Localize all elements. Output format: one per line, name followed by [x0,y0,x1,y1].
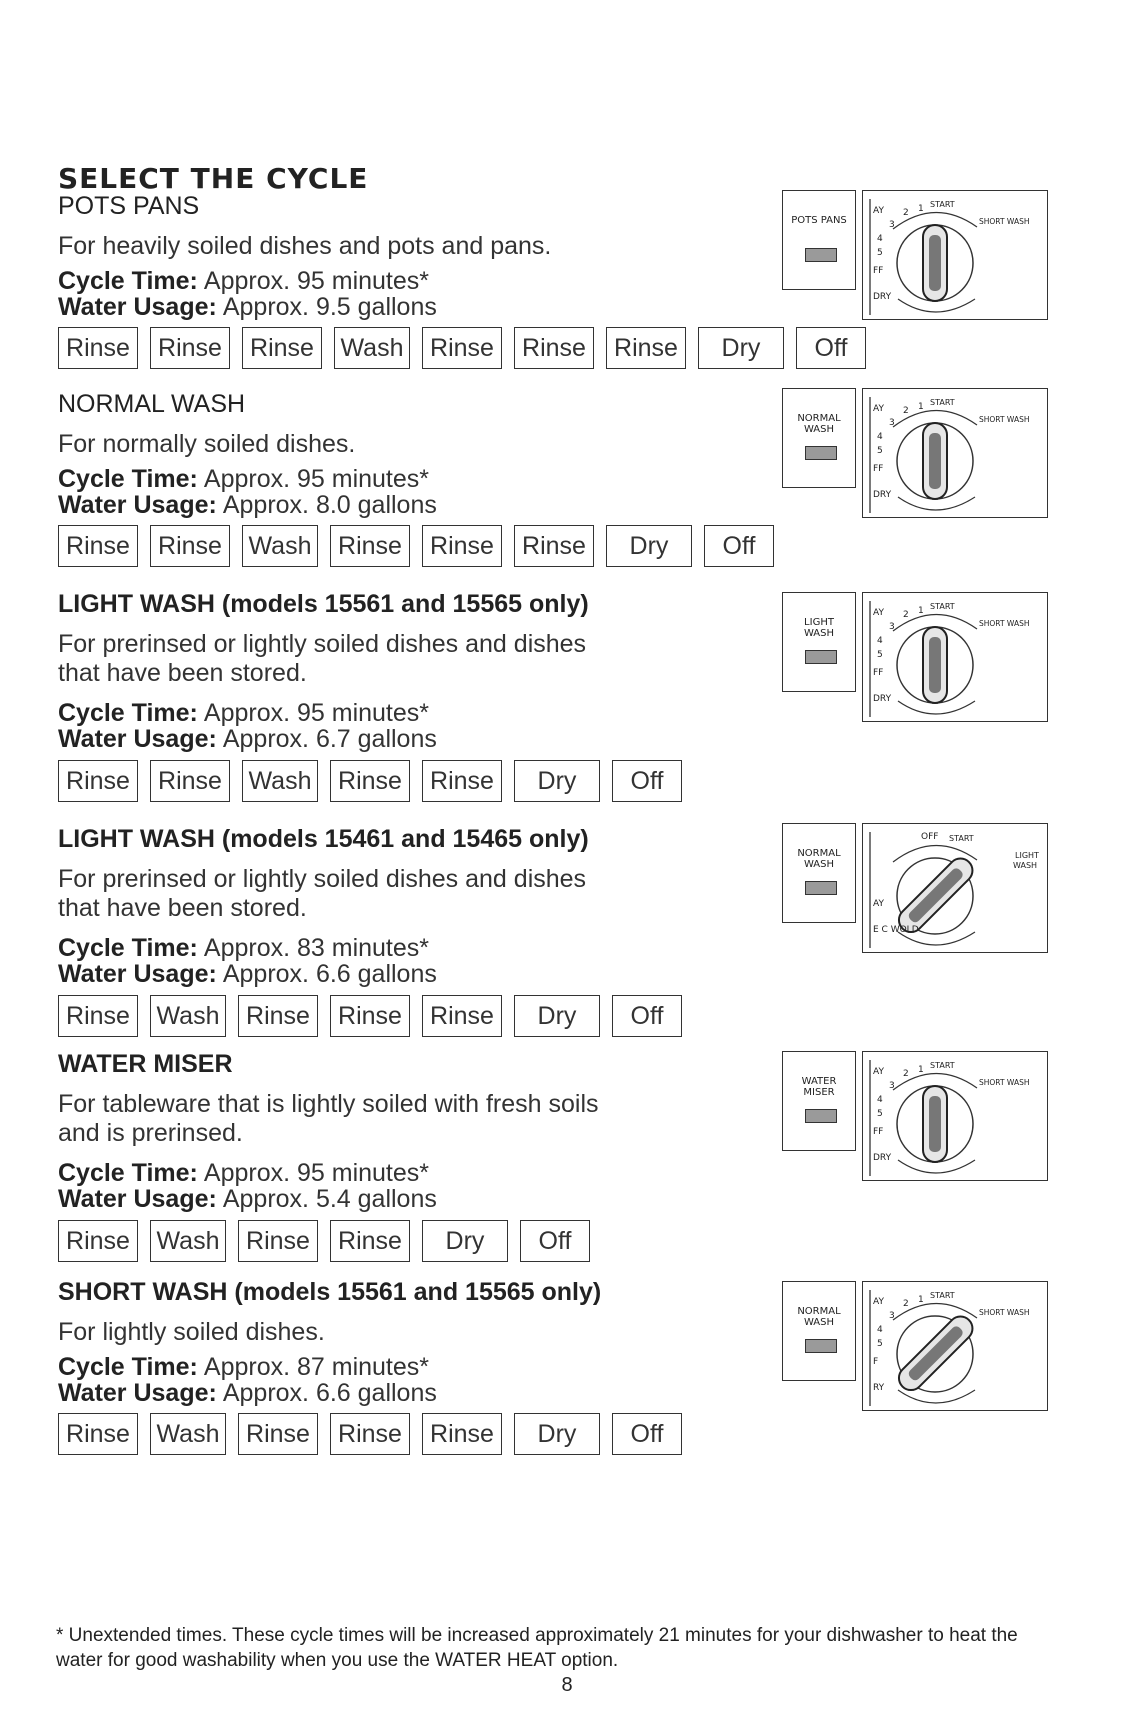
cycle-step: Rinse [58,1220,138,1262]
cycle-description: For heavily soiled dishes and pots and pans. [58,232,552,260]
water-usage-label: Water Usage: [58,293,217,321]
cycle-section [58,390,1118,620]
cycle-step: Rinse [422,525,502,567]
cycle-description: For tableware that is lightly soiled with fresh soils and is prerinsed. [58,1090,599,1147]
cycle-title: WATER MISER [58,1050,233,1078]
water-usage-label: Water Usage: [58,1379,217,1407]
cycle-time-value: Approx. 95 minutes* [203,699,430,727]
cycle-step: Rinse [238,1413,318,1455]
cycle-step: Dry [514,760,600,802]
water-usage [58,960,437,989]
dial-knob-grip [929,235,941,291]
dial-knob-grip [929,1096,941,1152]
cycle-button-label: NORMAL WASH [797,848,841,870]
cycle-time-value: Approx. 95 minutes* [203,465,430,493]
cycle-section [58,1278,1118,1508]
cycle-title: LIGHT WASH (models 15561 and 15565 only) [58,590,589,618]
cycle-step: Off [796,327,866,369]
cycle-button[interactable] [782,388,856,488]
cycle-step: Off [612,1413,682,1455]
cycle-button[interactable] [782,823,856,923]
dial-inner-number: 5 [877,1109,883,1119]
dial-inner-number: 3 [889,220,895,230]
dial-label-right: SHORT WASH [979,1078,1030,1087]
cycle-button[interactable] [782,1051,856,1151]
cycle-dial-panel [862,388,1048,518]
cycle-title: SHORT WASH (models 15561 and 15565 only) [58,1278,602,1306]
cycle-step: Rinse [150,760,230,802]
dial-number: OFF [921,832,939,842]
cycle-step: Dry [422,1220,508,1262]
cycle-step: Rinse [330,760,410,802]
dial-label-lower: FF [873,1127,884,1137]
cycle-step: Rinse [422,327,502,369]
cycle-title: LIGHT WASH (models 15461 and 15465 only) [58,825,589,853]
dial-label-lower: DRY [873,292,892,302]
cycle-step: Rinse [514,525,594,567]
cycle-button-label: LIGHT WASH [803,617,835,639]
cycle-sequence [58,995,694,1037]
cycle-step: Rinse [238,995,318,1037]
dial-label-left: AY [873,206,884,216]
dial-label-left: AY [873,1067,884,1077]
dial-start-label: START [930,602,955,611]
cycle-time-value: Approx. 87 minutes* [203,1353,430,1381]
water-usage-label: Water Usage: [58,725,217,753]
cycle-step: Wash [242,525,318,567]
cycle-step: Off [612,760,682,802]
dial-number: 2 [903,1069,909,1079]
cycle-dial-panel [862,1281,1048,1411]
cycle-dial-panel [862,190,1048,320]
dial-start-label: START [930,398,955,407]
cycle-time-value: Approx. 95 minutes* [203,1159,430,1187]
dial-number: 1 [918,1295,924,1305]
dial-start-label: START [930,1061,955,1070]
cycle-sequence [58,1220,602,1262]
dial-number: 1 [918,402,924,412]
cycle-step: Rinse [238,1220,318,1262]
dial-start-label: START [930,200,955,209]
cycle-step: Wash [334,327,410,369]
water-usage-value: Approx. 6.6 gallons [222,960,437,988]
cycle-time-value: Approx. 95 minutes* [203,267,430,295]
cycle-time-label: Cycle Time: [58,1353,198,1381]
dial-inner-number: 5 [877,248,883,258]
button-key-icon [805,650,837,664]
dial-number: 2 [903,406,909,416]
cycle-step: Rinse [606,327,686,369]
cycle-step: Rinse [58,995,138,1037]
dial-label-right: SHORT WASH [979,415,1030,424]
page-title: SELECT THE CYCLE [58,162,369,195]
dial-label-lower: FF [873,266,884,276]
dial-inner-number: 4 [877,1095,883,1105]
cycle-description: For prerinsed or lightly soiled dishes and dishes that have been stored. [58,865,587,922]
dial-label-right: SHORT WASH [979,217,1030,226]
cycle-section [58,590,1118,820]
cycle-step: Dry [514,1413,600,1455]
cycle-step: Wash [150,1220,226,1262]
dial-label-lower: FF [873,464,884,474]
cycle-dial[interactable] [863,593,1049,723]
dial-knob-grip [929,637,941,693]
cycle-step: Rinse [422,760,502,802]
dial-label-left: AY [873,404,884,414]
button-key-icon [805,446,837,460]
cycle-step: Rinse [330,1220,410,1262]
dial-inner-number: 4 [877,432,883,442]
cycle-step: Rinse [150,327,230,369]
cycle-dial[interactable] [863,1052,1049,1182]
dial-label-lower: FF [873,668,884,678]
dial-inner-number: 3 [889,1081,895,1091]
dial-inner-number: 5 [877,1339,883,1349]
dial-label-lower: E C WOLD [873,925,919,935]
dial-label-right: SHORT WASH [979,619,1030,628]
cycle-dial[interactable] [863,1282,1049,1412]
cycle-sequence [58,1413,694,1455]
cycle-time [58,1159,429,1188]
water-usage-label: Water Usage: [58,491,217,519]
cycle-step: Off [704,525,774,567]
cycle-step: Rinse [58,327,138,369]
cycle-time [58,1353,429,1382]
cycle-button[interactable] [782,1281,856,1381]
dial-inner-number: 3 [889,622,895,632]
dial-inner-number: 3 [889,418,895,428]
cycle-time-label: Cycle Time: [58,267,198,295]
cycle-time-label: Cycle Time: [58,1159,198,1187]
dial-inner-number: 3 [889,1311,895,1321]
water-usage-value: Approx. 9.5 gallons [222,293,437,321]
dial-knob-grip [929,433,941,489]
cycle-time-label: Cycle Time: [58,934,198,962]
cycle-time-label: Cycle Time: [58,465,198,493]
button-key-icon [805,1339,837,1353]
dial-start-label: START [930,1291,955,1300]
water-usage [58,1379,437,1408]
cycle-dial-panel [862,823,1048,953]
cycle-button-label: NORMAL WASH [797,1306,841,1328]
dial-label-right: LIGHT [1015,851,1039,860]
cycle-title: NORMAL WASH [58,390,246,418]
cycle-dial[interactable] [863,824,1049,954]
cycle-time-label: Cycle Time: [58,699,198,727]
cycle-description: For normally soiled dishes. [58,430,356,458]
cycle-button-label: WATER MISER [801,1076,837,1098]
cycle-step: Rinse [58,1413,138,1455]
cycle-step: Wash [150,1413,226,1455]
footnote: * Unextended times. These cycle times will be increased approximately 21 minutes for your dishwasher to heat the water for good washability when you use the WATER HEAT option. [56,1625,1018,1671]
dial-label-lower: F [873,1357,879,1367]
water-usage-value: Approx. 8.0 gallons [222,491,437,519]
cycle-button-label: NORMAL WASH [797,413,841,435]
cycle-step: Rinse [150,525,230,567]
cycle-step: Rinse [330,995,410,1037]
cycle-dial[interactable] [863,191,1049,321]
dial-inner-number: 4 [877,636,883,646]
water-usage-value: Approx. 5.4 gallons [222,1185,437,1213]
cycle-dial-panel [862,1051,1048,1181]
cycle-button[interactable] [782,190,856,290]
button-key-icon [805,1109,837,1123]
dial-number: 1 [918,204,924,214]
cycle-sequence [58,327,878,369]
cycle-step: Off [612,995,682,1037]
dial-label-left: AY [873,1297,884,1307]
dial-knob-grip [907,866,965,924]
dial-inner-number: 5 [877,446,883,456]
dial-knob-grip [907,1324,965,1382]
dial-inner-number: 4 [877,234,883,244]
cycle-section [58,825,1118,1055]
dial-label-lower: DRY [873,1153,892,1163]
water-usage [58,293,437,322]
dial-label-right: SHORT WASH [979,1308,1030,1317]
dial-label-right: WASH [1013,861,1038,870]
dial-number: 2 [903,208,909,218]
cycle-sequence [58,760,694,802]
dial-inner-number: 5 [877,650,883,660]
cycle-step: Dry [698,327,784,369]
cycle-step: Rinse [514,327,594,369]
cycle-step: Rinse [58,525,138,567]
dial-label-left: AY [873,608,884,618]
water-usage [58,1185,437,1214]
dial-number: 2 [903,610,909,620]
cycle-time [58,699,429,728]
cycle-time [58,934,429,963]
water-usage-label: Water Usage: [58,960,217,988]
cycle-dial[interactable] [863,389,1049,519]
dial-label-lower: RY [873,1383,885,1393]
dial-label-lower: AY [873,899,884,909]
dial-number: 1 [918,1065,924,1075]
cycle-step: Rinse [422,1413,502,1455]
water-usage-value: Approx. 6.6 gallons [222,1379,437,1407]
cycle-button[interactable] [782,592,856,692]
cycle-step: Dry [514,995,600,1037]
dial-inner-number: 4 [877,1325,883,1335]
dial-number: 2 [903,1299,909,1309]
dial-start-label: START [949,834,974,843]
cycle-button-label: POTS PANS [791,215,847,226]
cycle-time [58,465,429,494]
dial-label-lower: DRY [873,694,892,704]
water-usage [58,725,437,754]
cycle-sequence [58,525,786,567]
cycle-step: Off [520,1220,590,1262]
cycle-time [58,267,429,296]
cycle-step: Dry [606,525,692,567]
cycle-step: Rinse [330,1413,410,1455]
cycle-step: Rinse [330,525,410,567]
cycle-step: Wash [242,760,318,802]
cycle-title: POTS PANS [58,192,200,220]
cycle-step: Rinse [422,995,502,1037]
water-usage [58,491,437,520]
dial-number: 1 [918,606,924,616]
button-key-icon [805,881,837,895]
dial-label-lower: DRY [873,490,892,500]
button-key-icon [805,248,837,262]
water-usage-value: Approx. 6.7 gallons [222,725,437,753]
page-number: 8 [561,1674,573,1696]
cycle-description: For lightly soiled dishes. [58,1318,325,1346]
water-usage-label: Water Usage: [58,1185,217,1213]
cycle-description: For prerinsed or lightly soiled dishes and dishes that have been stored. [58,630,587,687]
cycle-section [58,1050,1118,1280]
cycle-step: Rinse [242,327,322,369]
cycle-time-value: Approx. 83 minutes* [203,934,430,962]
cycle-step: Rinse [58,760,138,802]
cycle-dial-panel [862,592,1048,722]
cycle-step: Wash [150,995,226,1037]
